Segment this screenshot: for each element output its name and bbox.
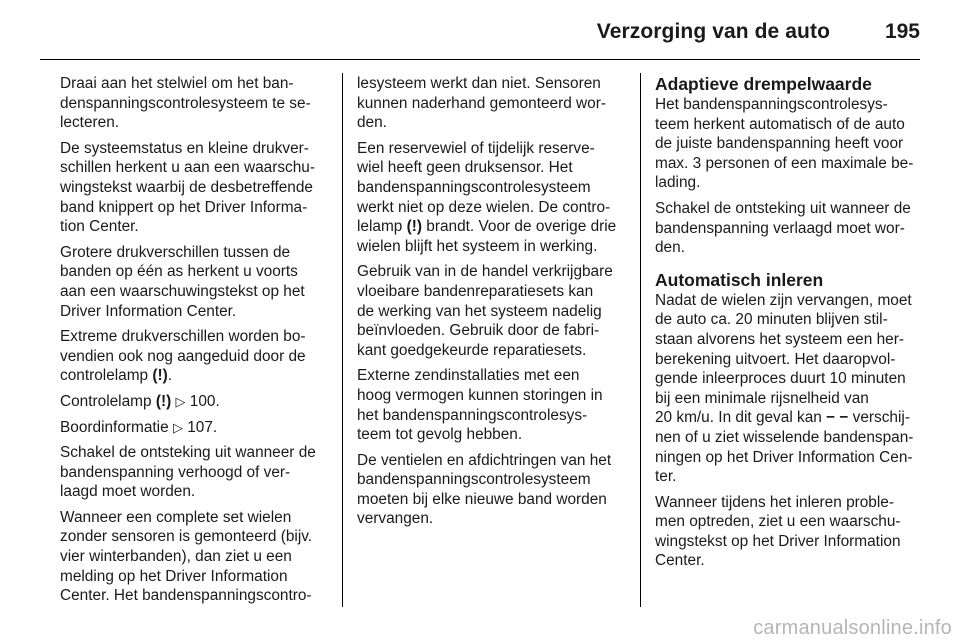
text-column-3 bbox=[655, 74, 927, 577]
paragraph: Grotere drukverschillen tussen de banden op één as herkent u voorts aan een waarschuwingstekst op het Driver Information Center. bbox=[60, 243, 305, 320]
paragraph: Boordinformatie ▷ 107. bbox=[60, 418, 218, 436]
watermark: carmanualsonline.info bbox=[753, 617, 952, 639]
column-divider bbox=[342, 73, 343, 607]
paragraph: De ventielen en afdichtringen van het bandenspanningscontrolesysteem moeten bij elke nieuwe band worden vervangen. bbox=[357, 451, 612, 528]
paragraph: Wanneer tijdens het inleren proble- men optreden, ziet u een waarschu- wingstekst op het Driver Information Center. bbox=[655, 493, 901, 570]
dash-symbol: − − bbox=[826, 409, 849, 427]
page-reference[interactable]: 107. bbox=[187, 418, 218, 436]
paragraph: Wanneer een complete set wielen zonder sensoren is gemonteerd (bijv. vier winterbanden), dan ziet u een melding op het Driver Information Center. Het bandenspanningscontro- bbox=[60, 508, 313, 605]
paragraph: Extreme drukverschillen worden bo- vendien ook nog aangeduid door de controlelamp (!). bbox=[60, 328, 306, 385]
page-reference-arrow-icon: ▷ bbox=[172, 419, 183, 435]
page-title: Verzorging van de auto bbox=[596, 20, 830, 43]
paragraph: Gebruik van in de handel verkrijgbare vloeibare bandenreparatiesets kan de werking van het systeem nadelig beïnvloeden. Gebruik door de fabri- kant goedgekeurde reparatiesets. bbox=[357, 263, 613, 359]
paragraph: lesysteem werkt dan niet. Sensoren kunnen naderhand gemonteerd wor- den. bbox=[357, 75, 606, 132]
page-reference[interactable]: 100. bbox=[189, 392, 220, 410]
paragraph: Een reservewiel of tijdelijk reserve- wiel heeft geen druksensor. Het bandenspanningscontrolesysteem werkt niet op deze wielen. De contro- lelamp (!) brandt. Voor de overige drie wielen blijft het systeem in werking. bbox=[357, 139, 617, 255]
page-number: 195 bbox=[884, 20, 920, 43]
page-header bbox=[40, 14, 920, 52]
text-column-1 bbox=[60, 74, 336, 612]
paragraph: Draai aan het stelwiel om het ban- denspanningscontrolesysteem te se- lecteren. bbox=[60, 75, 311, 132]
paragraph: Schakel de ontsteking uit wanneer de bandenspanning verlaagd moet wor- den. bbox=[655, 199, 911, 257]
page-reference-arrow-icon: ▷ bbox=[175, 393, 186, 409]
tire-pressure-warning-icon: (!) bbox=[152, 367, 168, 385]
tire-pressure-warning-icon: (!) bbox=[155, 392, 172, 410]
text-column-2 bbox=[357, 74, 627, 535]
section-heading: Automatisch inleren bbox=[655, 269, 824, 290]
paragraph: Externe zendinstallaties met een hoog vermogen kunnen storingen in het bandenspanningscontrolesys- teem tot gevolg hebben. bbox=[357, 367, 603, 444]
tire-pressure-warning-icon: (!) bbox=[406, 218, 423, 236]
paragraph: Het bandenspanningscontrolesys- teem herkent automatisch of de auto de juiste bandenspanning heeft voor max. 3 personen of een maximale be- lading. bbox=[655, 96, 914, 192]
paragraph: Nadat de wielen zijn vervangen, moet de auto ca. 20 minuten blijven stil- staan alvorens het systeem een her- berekening uitvoert. Het daaropvol- gende inleerproces duurt 10 minuten bij een minimale rijsnelheid van 20 km/u. In dit geval kan − − verschij- nen of u ziet wisselende bandenspan- ningen op het Driver Information Cen- ter. bbox=[655, 291, 914, 486]
header-divider bbox=[40, 59, 920, 60]
column-divider bbox=[640, 73, 641, 607]
paragraph: Schakel de ontsteking uit wanneer de bandenspanning verhoogd of ver- laagd moet worden. bbox=[60, 444, 316, 501]
paragraph: De systeemstatus en kleine drukver- schillen herkent u aan een waarschu- wingstekst waarbij de desbetreffende band knippert op het Driver Informa- tion Center. bbox=[60, 139, 315, 236]
section-heading: Adaptieve drempelwaarde bbox=[655, 74, 872, 94]
paragraph: Controlelamp (!) ▷ 100. bbox=[60, 392, 220, 410]
